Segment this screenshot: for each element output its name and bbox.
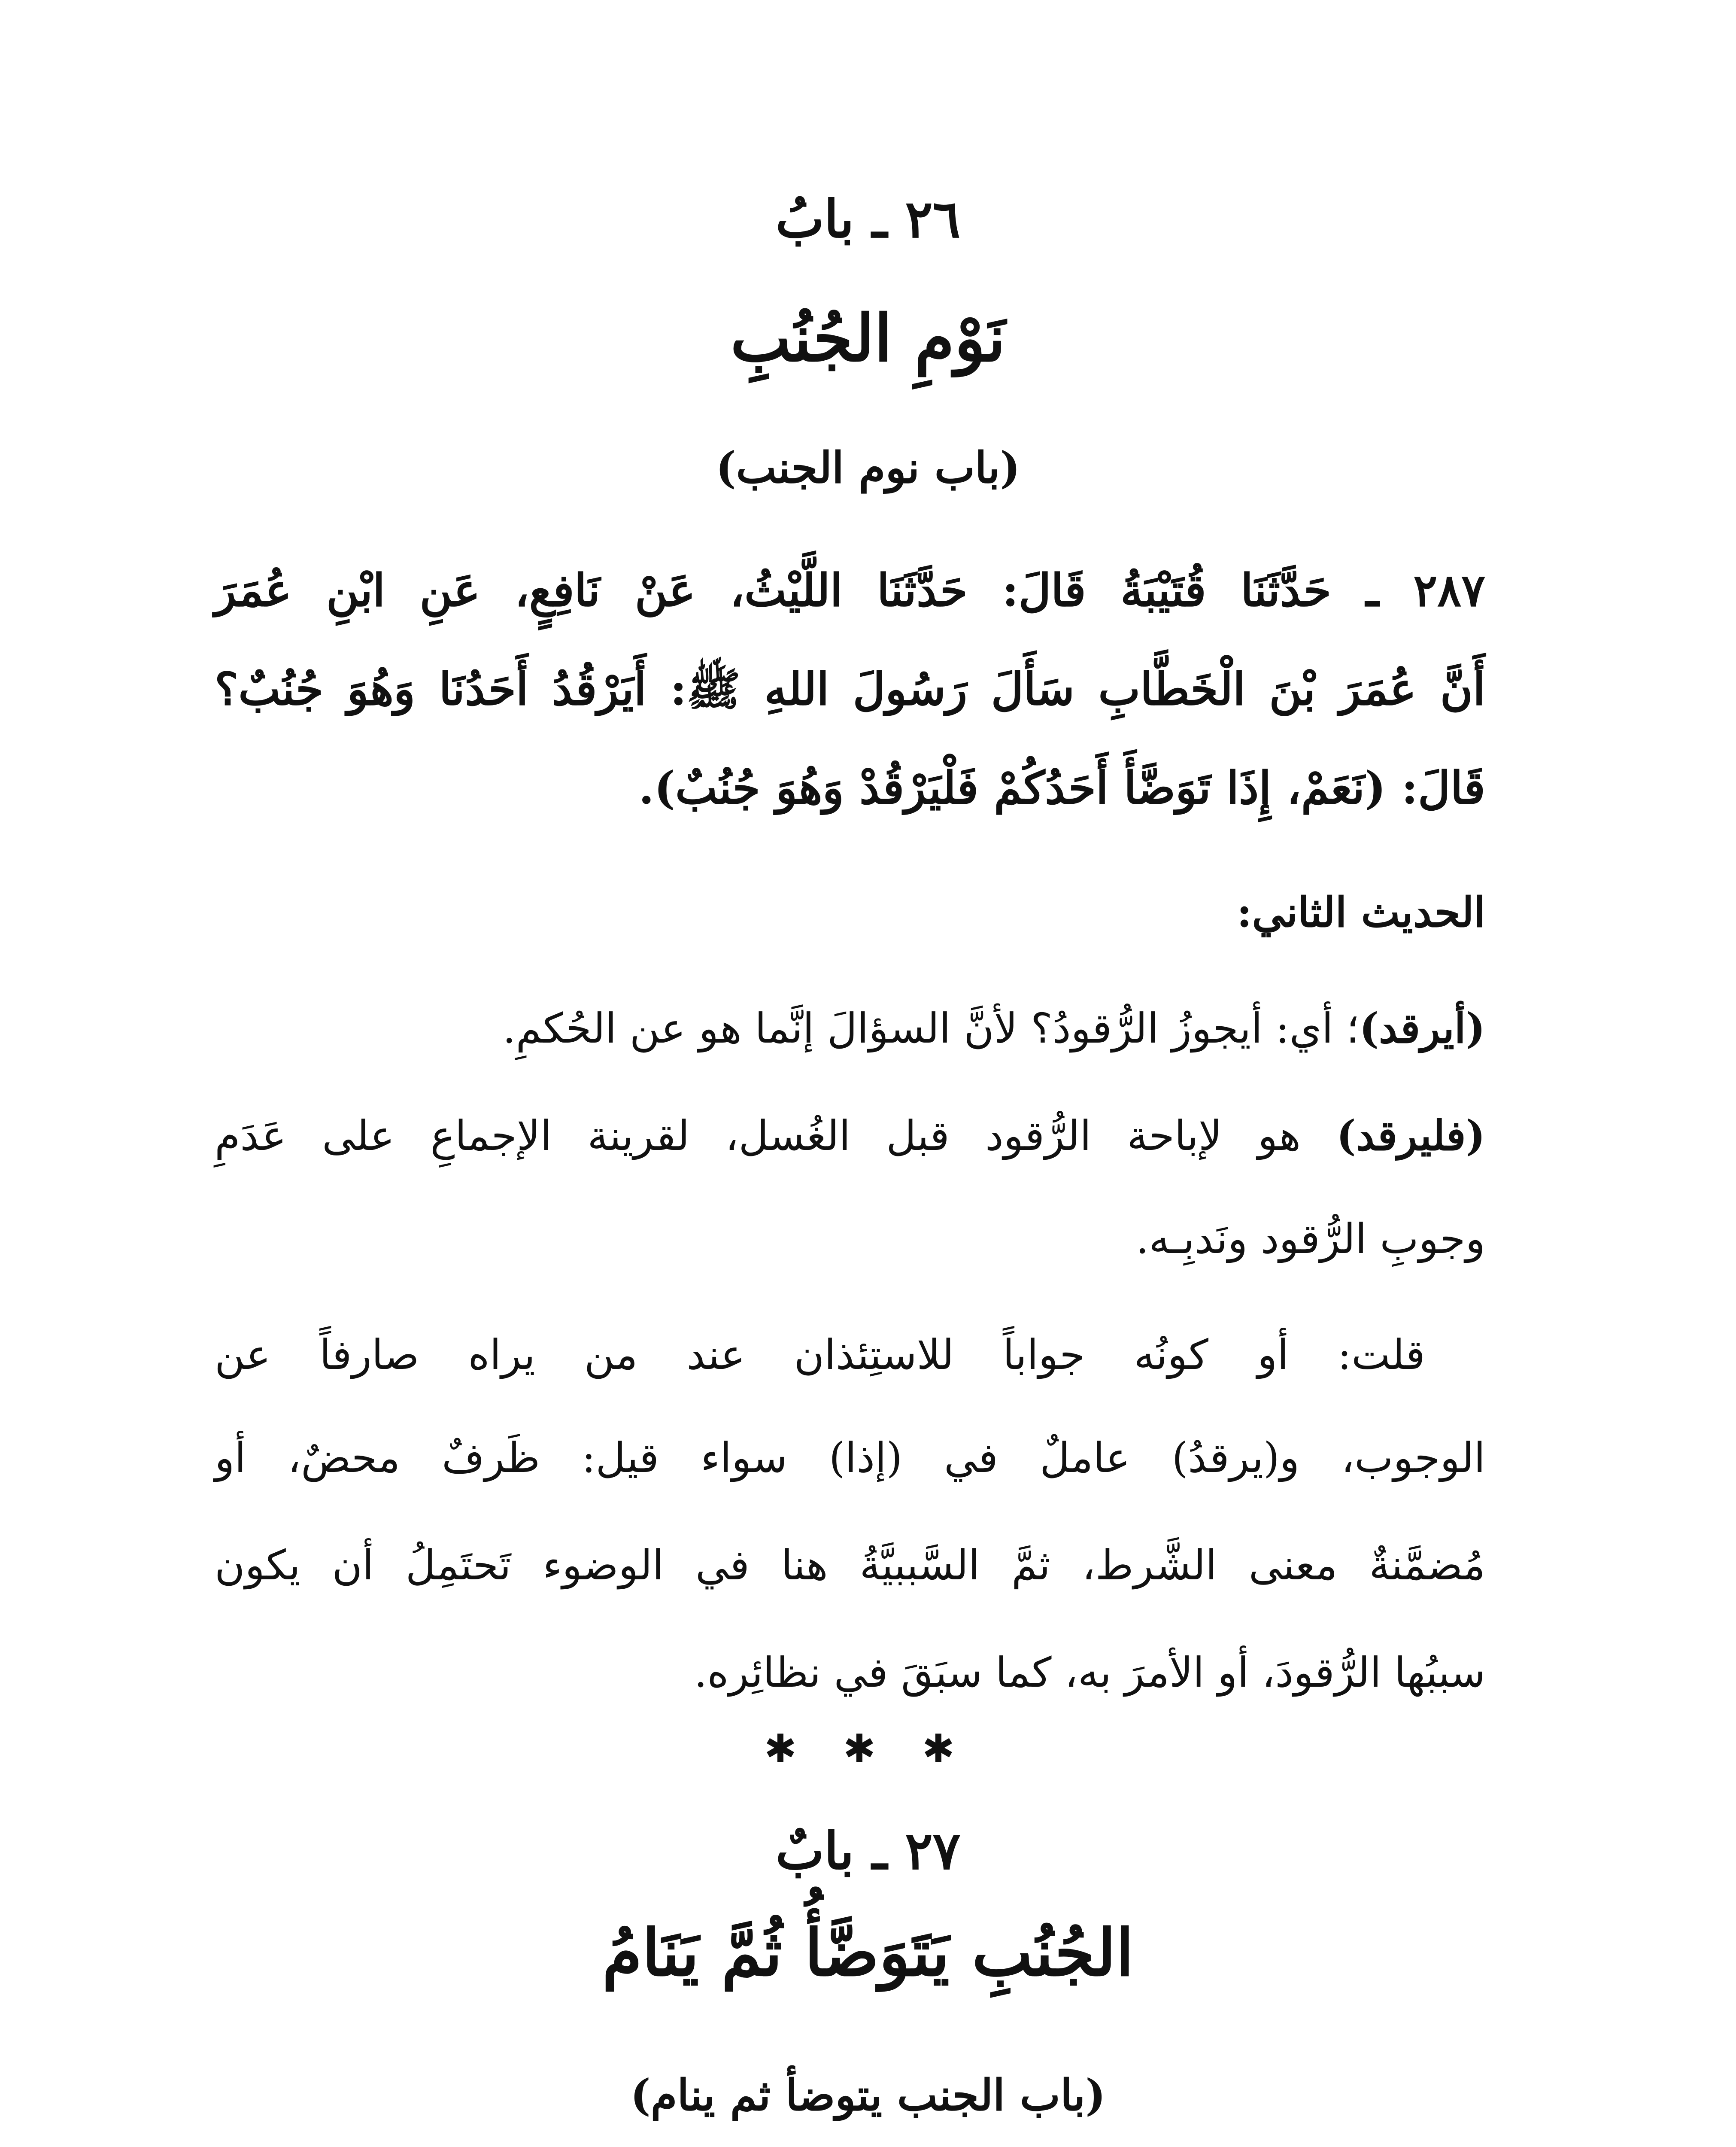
section-separator: ✱ ✱ ✱ — [764, 1726, 972, 1771]
commentary-para-3-line-2: الوجوب، و(يرقدُ) عاملٌ في (إذا) سواء قيل: ظَرفٌ محضٌ، أو — [215, 1434, 1485, 1482]
commentary-para-1 — [215, 996, 1485, 1061]
para-2-text: هو لإباحة الرُّقود قبل الغُسل، لقرينة الإجماعِ على عَدَمِ — [215, 1112, 1301, 1160]
chapter-26-subheading: (باب نوم الجنب) — [716, 442, 1020, 493]
para-1-text: ؛ أي: أيجوزُ الرُّقودُ؟ لأنَّ السؤالَ إنَّما هو عن الحُكمِ. — [502, 1004, 1360, 1052]
chapter-26-title: نَوْمِ الجُنُبِ — [730, 301, 1006, 376]
chapter-27-number: ٢٧ ـ بابٌ — [775, 1821, 961, 1881]
chapter-26-number: ٢٦ ـ بابُ — [775, 189, 961, 249]
chapter-27-title: الجُنُبِ يَتَوَضَّأُ ثُمَّ يَنَامُ — [602, 1915, 1134, 1991]
para-2-label: (فليرقد) — [1336, 1111, 1486, 1160]
commentary-para-2-line-1 — [215, 1104, 1485, 1168]
commentary-para-3-line-4: سببُها الرُّقودَ، أو الأمرَ به، كما سبَقَ في نظائِره. — [694, 1648, 1485, 1697]
hadith-287-line-2: أَنَّ عُمَرَ بْنَ الْخَطَّابِ سَأَلَ رَسُولَ اللهِ ﷺ: أَيَرْقُدُ أَحَدُنَا وَهُوَ جُنُبٌ؟ — [215, 663, 1485, 715]
commentary-para-2-line-2: وجوبِ الرُّقود ونَدبِـه. — [1135, 1215, 1485, 1263]
commentary-para-3-line-3: مُضمَّنةٌ معنى الشَّرط، ثمَّ السَّببيَّةُ هنا في الوضوء تَحتَمِلُ أن يكون — [215, 1541, 1486, 1589]
commentary-heading: الحديث الثاني: — [1237, 888, 1485, 937]
hadith-287-line-3: قَالَ: (نَعَمْ، إِذَا تَوَضَّأَ أَحَدُكُمْ فَلْيَرْقُدْ وَهُوَ جُنُبٌ). — [638, 761, 1485, 814]
commentary-para-3-line-1: قلت: أو كونُه جواباً للاستِئذان عند من يراه صارفاً عن — [215, 1331, 1425, 1379]
hadith-287-line-1: ٢٨٧ ـ حَدَّثَنَا قُتَيْبَةُ قَالَ: حَدَّثَنَا اللَّيْثُ، عَنْ نَافِعٍ، عَنِ ابْنِ عُمَرَ — [215, 564, 1485, 617]
chapter-27-subheading: (باب الجنب يتوضأ ثم ينام) — [630, 2070, 1106, 2120]
para-1-label: (أيرقد) — [1359, 1004, 1485, 1052]
